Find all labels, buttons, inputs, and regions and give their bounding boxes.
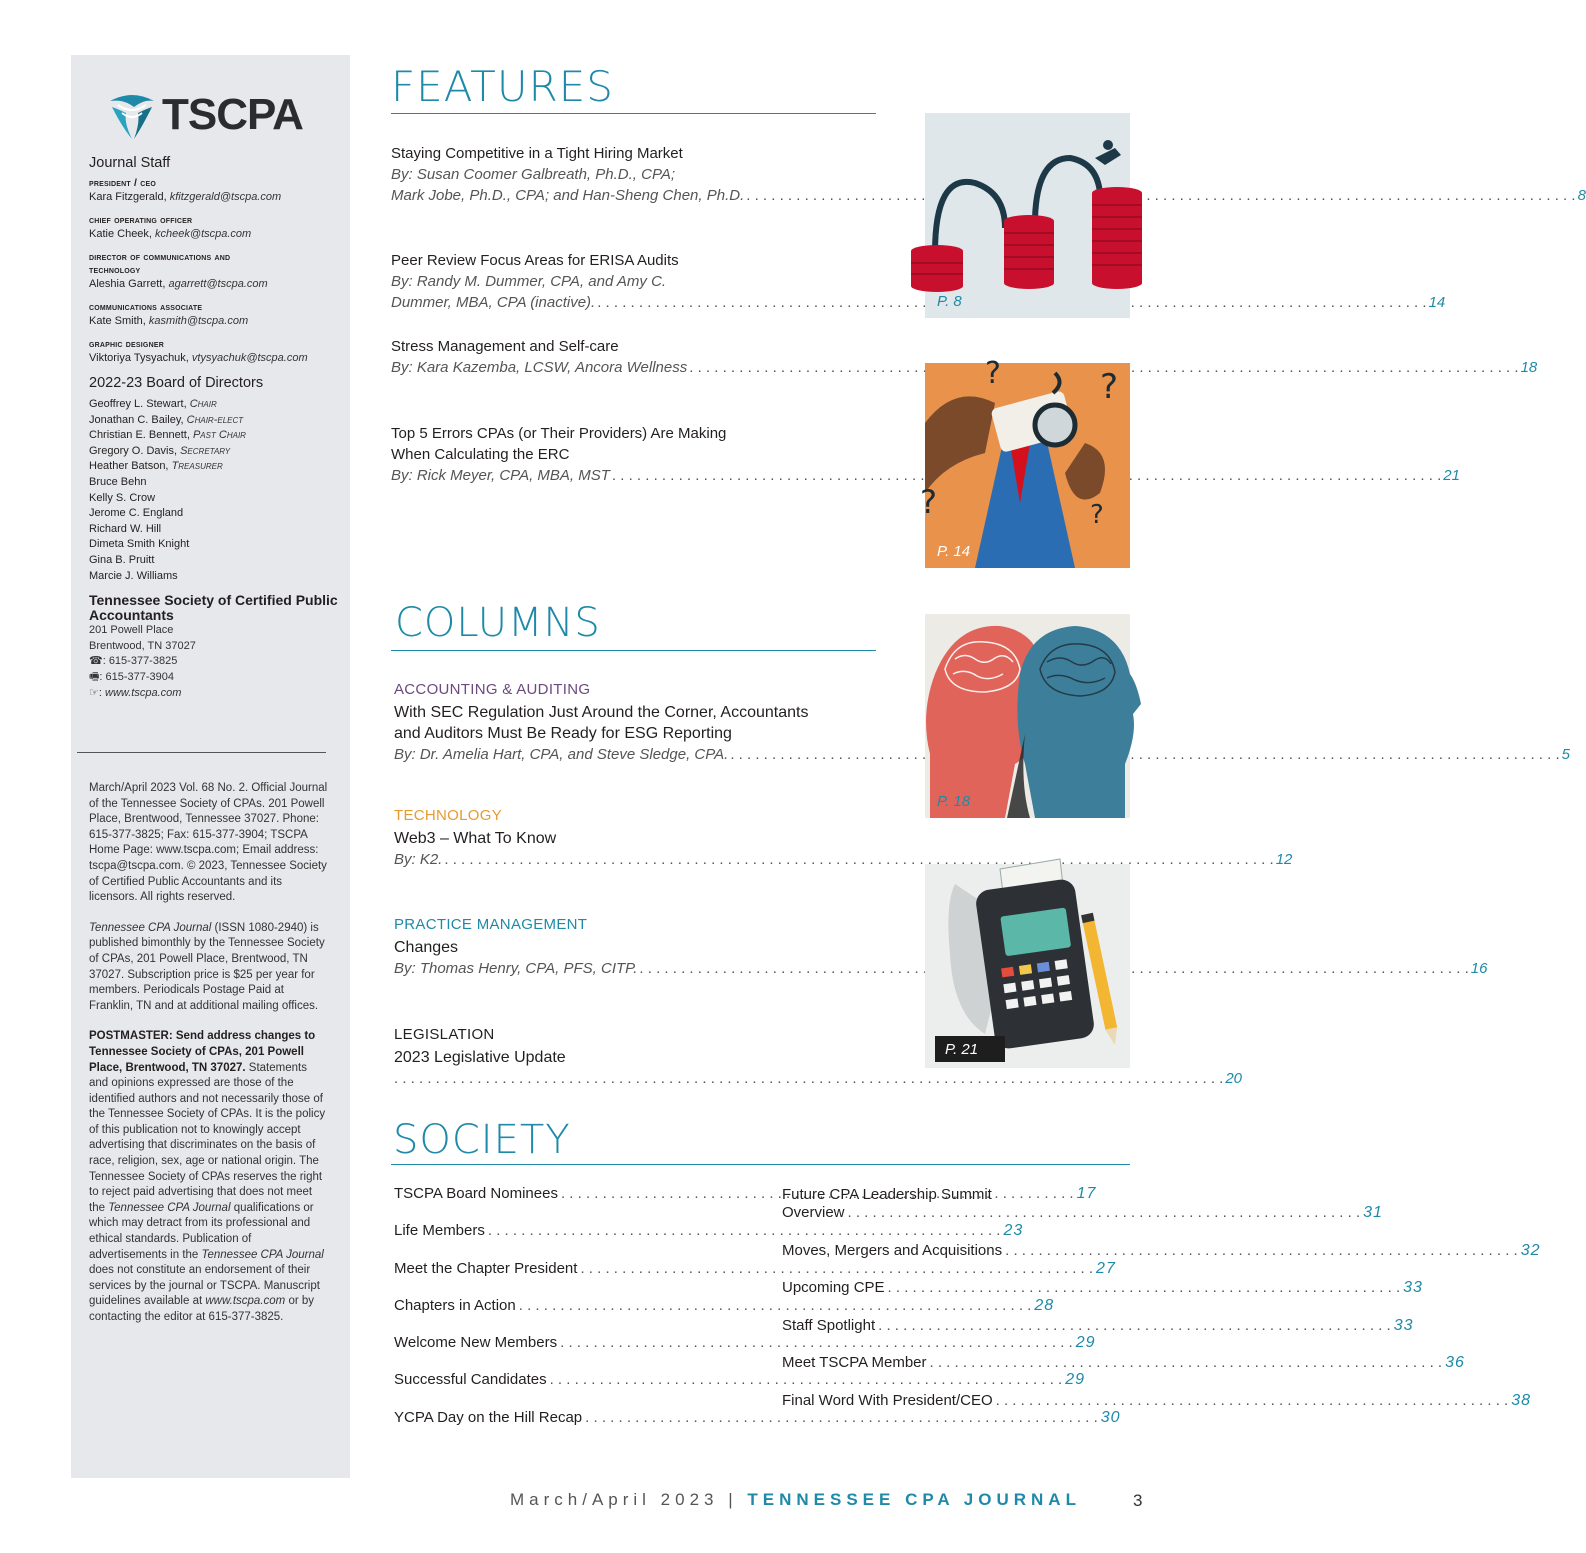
staff-item [89,177,339,204]
board-member-role: Treasurer [171,460,223,473]
column-category: ACCOUNTING & AUDITING [394,681,591,698]
page-number: 14 [1428,294,1446,311]
feature-byline: Mark Jobe, Ph.D., CPA; and Han-Sheng Chen, Ph.D. [391,187,745,204]
journal-name: Tennessee CPA Journal [89,921,212,934]
board-member [89,506,339,522]
feature-byline: By: Susan Coomer Galbreath, Ph.D., CPA; [391,166,676,183]
dot-leader [394,1068,1223,1089]
logo-wordmark: TSCPA [162,90,303,139]
toc-line [391,185,1586,206]
page-number: 31 [1363,1204,1383,1221]
journal-name: Tennessee CPA Journal [108,1201,231,1214]
staff-item [89,338,339,365]
board-member [89,522,339,538]
board-list [89,397,339,584]
feature-title: Peer Review Focus Areas for ERISA Audits [391,252,679,269]
board-member-name: Gina B. Pruitt [89,553,155,566]
magnifying-glass-icon [920,356,1130,568]
journal-staff [89,155,339,701]
image-caption: P. 8 [937,293,962,310]
toc-line [394,744,1570,765]
society-item[interactable] [782,1204,1383,1242]
phone-number: : 615-377-3825 [102,655,178,668]
calculator-pencil-illustration[interactable] [925,864,1130,1068]
board-member-name: Heather Batson, [89,460,169,473]
dot-leader [730,744,1559,765]
fax-line [89,670,339,686]
tscpa-logo [104,87,324,143]
two-heads-icon [925,614,1130,818]
page-number: 23 [1003,1222,1024,1240]
fax-icon: 🖷 [89,670,100,683]
page-number: 18 [1520,359,1538,376]
society-item-label: Final Word With President/CEO [782,1391,993,1409]
board-member-name: Geoffrey L. Stewart, [89,398,187,410]
society-list-right [782,1185,1541,1429]
page-number: 33 [1403,1279,1423,1296]
society-item-label: Life Members [394,1222,485,1240]
notice-text: qualifications or which may detract from its professional and ethical standards. Publication of advertisements in the [89,1201,314,1261]
tscpa-logo-mark-icon [104,87,160,143]
magnifying-glass-illustration[interactable] [920,356,1130,568]
board-member [89,459,339,475]
page-number: 12 [1275,851,1293,868]
feature-title: Stress Management and Self-care [391,338,619,355]
toc-line [391,465,1460,486]
board-member [89,537,339,553]
page-number: 38 [1511,1391,1532,1409]
dot-leader [996,1392,1509,1409]
board-member [89,475,339,491]
page-number: 30 [1100,1408,1121,1426]
society-item[interactable] [782,1279,1423,1317]
board-member-name: Gregory O. Davis, [89,444,178,457]
staff-email[interactable]: kfitzgerald@tscpa.com [169,191,282,203]
staff-role: graphic designer [89,338,164,350]
board-member-name: Bruce Behn [89,475,147,488]
two-heads-brains-illustration[interactable] [925,614,1130,818]
web-line: ☞: www.tscpa.com [89,686,182,699]
society-item[interactable] [782,1316,1414,1355]
society-item[interactable] [394,1408,1121,1446]
page-number: 36 [1445,1354,1465,1371]
dot-leader [930,1354,1443,1371]
columns-heading: COLUMNS [395,600,601,646]
feature-title: Staying Competitive in a Tight Hiring Market [391,145,683,162]
society-item-label[interactable]: Future CPA Leadership Summit [782,1186,992,1203]
notice-text: or by contacting the editor at 615-377-3825. [89,1295,315,1323]
feature-byline: Dummer, MBA, CPA (inactive). [391,294,596,311]
notice-text: (ISSN 1080-2940) is published bimonthly by the Tennessee Society of CPAs, 201 Powell Place, Brentwood, TN 37027. Subscription price is $25 per year for members. Periodicals Postage Paid at Franklin, TN and at additional mailing offices. [89,921,325,1012]
staff-email[interactable]: vtysyachuk@tscpa.com [191,352,308,364]
toc-line [391,357,1538,378]
page-number: 28 [1034,1296,1055,1314]
board-heading: 2022-23 Board of Directors [89,375,264,391]
board-member-role: Chair [189,398,217,410]
board-member-name: Dimeta Smith Knight [89,538,190,551]
page-number: 20 [1225,1070,1243,1087]
staff-item [89,214,339,241]
society-heading: SOCIETY [393,1117,571,1163]
web-link[interactable]: www.tscpa.com [205,1295,286,1308]
page-number: 29 [1065,1371,1085,1389]
feature-byline: By: Rick Meyer, CPA, MBA, MST [391,467,610,484]
column-byline: By: K2. [394,851,443,868]
society-rule [391,1164,1130,1165]
society-item-label: Successful Candidates [394,1371,547,1389]
coin-stacks-icon [925,113,1130,318]
staff-email[interactable]: agarrett@tscpa.com [168,278,268,290]
publication-notice [89,781,329,1341]
journal-name: Tennessee CPA Journal [201,1248,324,1261]
board-member-name: Jonathan C. Bailey, [89,413,184,426]
board-member-name: Marcie J. Williams [89,569,178,582]
dot-leader [444,849,1273,870]
board-member [89,413,339,429]
svg-text:?: ? [1100,367,1119,407]
page-number: 21 [1443,467,1460,484]
staff-item [89,251,339,291]
column-title: 2023 Legislative Update [394,1049,566,1066]
board-member [89,491,339,507]
staff-name: Katie Cheek, [89,228,152,240]
features-rule [391,113,876,114]
society-item-label: Chapters in Action [394,1296,516,1314]
column-category: LEGISLATION [394,1026,495,1043]
toc-line [394,1068,1243,1089]
society-item-label: Upcoming CPE [782,1279,885,1296]
dot-leader [888,1279,1401,1296]
web-link[interactable]: www.tscpa.com [105,686,182,699]
staff-role: chief operating officer [89,214,193,226]
staff-name: Aleshia Garrett, [89,278,166,290]
board-member-name: Christian E. Bennett, [89,429,190,442]
column-entry[interactable] [394,915,1488,979]
dot-leader [848,1204,1361,1221]
column-category: TECHNOLOGY [394,807,503,824]
dot-leader [1005,1242,1518,1259]
dot-leader [878,1317,1391,1334]
column-category: PRACTICE MANAGEMENT [394,916,588,933]
column-entry[interactable] [394,680,1570,765]
society-item-label: Staff Spotlight [782,1316,876,1334]
page-footer [510,1490,1081,1510]
page-number: 5 [1561,746,1570,763]
features-heading: FEATURES [391,62,614,111]
notice-paragraph [89,1029,329,1325]
society-item-label: TSCPA Board Nominees [394,1185,558,1202]
column-byline: By: Thomas Henry, CPA, PFS, CITP. [394,960,638,977]
staff-name: Kate Smith, [89,315,146,327]
board-member [89,553,339,569]
journal-brand: TENNESSEE CPA JOURNAL [747,1490,1081,1509]
society-item[interactable] [782,1241,1541,1280]
fax-number: : 615-377-3904 [99,670,175,683]
page-number: 33 [1393,1316,1414,1334]
board-member [89,444,339,460]
issue-date: March/April 2023 | [510,1490,748,1509]
address-line: 201 Powell Place [89,624,174,637]
phone-line [89,654,339,670]
society-item-label: Meet TSCPA Member [782,1354,927,1371]
board-member [89,569,339,585]
feature-entry[interactable] [391,336,1538,378]
svg-text:?: ? [1090,500,1104,530]
staff-item [89,301,339,328]
feature-title: When Calculating the ERC [391,446,570,463]
staff-email[interactable]: kasmith@tscpa.com [148,315,249,327]
image-caption: P. 18 [937,793,971,810]
staff-heading: Journal Staff [89,155,171,171]
column-title: Changes [394,939,459,956]
staff-name: Kara Fitzgerald, [89,191,167,203]
society-item-label: Moves, Mergers and Acquisitions [782,1241,1003,1259]
society-item-label: Welcome New Members [394,1334,558,1352]
page-number: 32 [1520,1241,1541,1259]
staff-email[interactable]: kcheek@tscpa.com [155,228,252,240]
page-number: 8 [1577,187,1586,204]
columns-rule [391,650,876,651]
dot-leader [746,185,1575,206]
staff-role: president / ceo [89,177,156,189]
sidebar-divider [77,752,326,753]
notice-paragraph: March/April 2023 Vol. 68 No. 2. Official Journal of the Tennessee Society of CPAs. 201 Powell Place, Brentwood, Tennessee 37027. Phone: 615-377-3825; Fax: 615-377-3904; TSCPA Home Page: www.tscpa.com; Email address: tscpa@tscpa.com. © 2023, Tennessee Society of Certified Public Accountants and its licensors. All rights reserved. [89,782,328,904]
notice-text: Statements and opinions expressed are those of the identified authors and not necessarily those of the Tennessee Society of CPAs. It is the policy of this publication not to knowingly accept advertising that discriminates on the basis of race, religion, sex, age or national origin. The Tennessee Society of CPAs reserves the right to reject paid advertising that does not meet the [89,1061,326,1214]
pointer-hand-icon: ☞ [89,686,99,699]
society-item[interactable] [782,1354,1465,1392]
page-number: 27 [1096,1259,1116,1277]
board-member-name: Kelly S. Crow [89,491,156,504]
society-item-label: Overview [782,1204,845,1221]
society-item[interactable] [782,1391,1532,1430]
feature-byline: By: Kara Kazemba, LCSW, Ancora Wellness [391,359,688,376]
staff-role: director of communications and technology [89,251,231,276]
feature-byline: By: Randy M. Dummer, CPA, and Amy C. [391,273,667,290]
board-member [89,397,339,413]
page-number-footer: 3 [1133,1491,1143,1510]
staff-role: communications associate [89,301,203,313]
column-entry[interactable] [394,806,1293,870]
board-member-role: Secretary [180,444,231,457]
society-item-label: YCPA Day on the Hill Recap [394,1408,583,1426]
toc-line [394,958,1488,979]
society-item-label: Meet the Chapter President [394,1259,578,1277]
feature-entry[interactable] [391,423,1460,486]
society-name: Tennessee Society of Certified Public Accountants [89,592,338,624]
svg-text:?: ? [920,483,937,521]
board-member-role: Chair-elect [186,413,244,426]
page-number: 29 [1075,1334,1096,1352]
image-caption: P. 14 [937,543,971,560]
feature-title: Top 5 Errors CPAs (or Their Providers) Are Making [391,425,727,442]
coin-stacks-illustration[interactable] [925,113,1130,318]
column-byline: By: Dr. Amelia Hart, CPA, and Steve Sledge, CPA. [394,746,729,763]
column-title: and Auditors Must Be Ready for ESG Reporting [394,725,732,742]
page-number: 17 [1076,1185,1097,1202]
phone-icon: ☎ [89,655,103,668]
column-title: With SEC Regulation Just Around the Corner, Accountants [394,704,809,721]
toc-line [394,849,1293,870]
page-number: 16 [1470,960,1488,977]
board-member-name: Richard W. Hill [89,522,162,535]
image-caption: P. 21 [945,1041,979,1058]
board-member-role: Past Chair [192,429,246,442]
feature-entry[interactable] [391,143,1586,206]
notice-paragraph [89,921,329,1015]
board-member-name: Jerome C. England [89,507,184,520]
postmaster-text: POSTMASTER: Send address changes to Tennessee Society of CPAs, 201 Powell Place, Brentwood, TN 37027. [89,1030,316,1074]
svg-text:?: ? [985,356,1001,391]
column-title: Web3 – What To Know [394,830,557,847]
masthead-sidebar [71,55,350,1478]
staff-name: Viktoriya Tysyachuk, [89,352,189,364]
notice-text: does not constitute an endorsement of their services by the journal or TSCPA. Manuscript guidelines available at [89,1264,320,1308]
board-member [89,428,339,444]
address-line: Brentwood, TN 37027 [89,639,196,652]
